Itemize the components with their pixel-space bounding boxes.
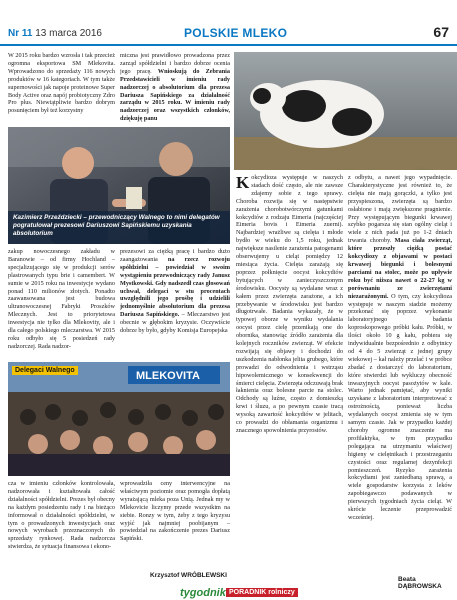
page-footer	[0, 586, 457, 600]
photo-illustration	[8, 362, 230, 476]
brand-tygodnik: tygodnik	[180, 587, 226, 599]
header-rule	[0, 44, 457, 46]
right-col1	[236, 174, 343, 579]
photo2-label: Delegaci Walnego	[12, 366, 78, 375]
col4-text-a: z odbytu, a nawet jego wypadnięcie. Charakterystyczne jest również to, że cielęta nie mają gorączki, a tylko jest przyspieszona, zwierzęta są bardzo osłabione i mają zwiększone pragnienie. Przy występującym biegunki krwawej szybko pogarsza się stan ogólny cieląt i wiele z nich pada już po 1-2 dniach trwania choroby.	[348, 174, 452, 245]
mid-top-bold: Wnioskują do Zebrania Przedstawicieli w imieniu rady nadzorczej o absolutorium dla prezesa Dariusza Sapińskiego za działalność zarządu w 2015 roku. W imieniu rady nadzorczej oraz wszystkich członków, dziękuję panu	[120, 67, 230, 123]
left-bottom-col2: wprowadziła ceny interwencyjne na właściwym poziomie oraz pomogła dopłatą wyrażającą mleka poza Unią. Jednak my w Mlekovicie liczymy przede wszystkim na siebie. Ronzy w tym, żeby z tego kryzysu wyjść jak najmniej poobijanym – powiedział na zakończenie prezes Dariusz Sapiński.	[120, 480, 230, 543]
col4-text-c: O tym, czy kokcydioza występuje w naszym stadzie możemy przekonać się poprzez wykonanie laboratoryjnego badania koproskopowego próbki kału. Próbki, w ilości około 10 g kału, pobiera się indywidualnie bezpośrednio z odbytnicy od 4 do 5 zwierząt z jednej grupy wiekowej – kał należy przelać i w próbce zbadać z dostarczyć do laboratorium, które stwierdzi lub wykluczy obecność inwazyjnych oocyst pasożytów w kale. Warto jednak pamiętać, aby wyniki uzyskane z laboratorium interpretować z ostrożnością, ponieważ liczba wydalanych oocyst zmienia się w tym samym czasie. Jak w przypadku każdej choroby ogromne znaczenie ma profilaktyka, w tym przypadku polegająca na utrzymaniu właściwej higieny w cielętnikach i przestrzeganiu czystości oraz regularnej dezynfekcji pomieszczeń. Ryzyko zarażenia kokcydiami jest zaniedbaną sprawą, a wiele gospodarstw korzysta z leków zapobiegawczo podawanych w pierwszych tygodniach życia cieląt. W skrócie leczenie przeprowadzić wcześniej.	[348, 292, 452, 521]
left-top-col1: W 2015 roku bardzo wzrosła i tak przecież ogromna eksportowa SM Mlekovita. Wprowadzono do sprzedaży 116 nowych produktów w 16 kategoriach. W tym także supernowości jak napoje proteinowe Super Body Active oraz napój probiotyczny Zdro Pro plus. Niewiątpliwie bardzo dobrym posunięciem był też korzystny	[8, 52, 115, 115]
svg-text:MLEKOVITA: MLEKOVITA	[136, 370, 200, 382]
col2-mid-bold: na rzecz rozwoju spółdzielni – powiedział w swoim wystąpieniu przewodniczący rady Janusz Mystkowski. Gdy nadszedł czas głosowań uchwał, delegaci w stu procentach uwzględnili jego prośbę i udzielili jednomyślnie absolutorium dla prezesa Dariusza Sapińskiego.	[120, 255, 230, 319]
author-left: Krzysztof WRÓBLEWSKI	[150, 572, 227, 579]
issue-date: 13 marca 2016	[35, 28, 102, 39]
photo-delegates	[8, 362, 230, 476]
photo-illustration	[234, 52, 457, 170]
photo-calf	[234, 52, 457, 170]
brand-poradnik: PORADNIK rolniczy	[226, 588, 298, 597]
issue-info	[8, 28, 102, 39]
col2-mid-rest: – Mleczarstwo jest obecnie w głębokim kryzysie. Oczywiście dobrze by było, gdyby Komisja Europejska	[120, 311, 230, 335]
drop-cap: K	[236, 174, 250, 192]
left-bottom-col1: cza w imieniu członków kontrolowała, nadzorowała i kształtowała całość działalności spółdzielni. Prezes był obecny na każdym posiedzeniu rady i na bieżąco informował o działalności spółdzielni, w tym o prowadzonych inwestycjach oraz nowych wyrobach przeznaczonych do sprzedaży rynkowej. Rada nadzorcza stwierdza, że sytuacja finansowa i ekono-	[8, 480, 115, 551]
left-mid-col2	[120, 248, 230, 358]
photo-award-handshake	[8, 127, 230, 244]
left-top-col2	[120, 52, 230, 124]
col4-text-b: Masa ciała zwierząt, które przeszły ciężką postać kokcydiozy z objawami w postaci krwawej biegunki i bolesnymi parciami na stolec, może po upływie roku być niższa nawet o 22-27 kg w porównaniu ze zwierzętami niezarażonymi.	[348, 237, 452, 300]
right-col2	[348, 174, 452, 574]
mid-top-plain: miczna jest prawidłowo prowadzona przez zarząd spółdzielni i bardzo dobrze ocenia jego pracę.	[120, 52, 230, 75]
issue-number: Nr 11	[8, 28, 33, 39]
section-title: POLSKIE MLEKO	[184, 26, 288, 40]
left-mid-col1: zakup nowoczesnego zakładu w Baranowie – od firmy Hochland – specjalizującego się w produkcji serów plastrowanych typu brie i camembert. W sumie w 2015 roku na inwestycje wydano ponad 110 milionów złotych. Ponadto zaawansowana jest budowa ultranowoczesnej Fabryki Proszków Mlecznych. Jest to priorytetowa inwestycja nie tylko dla Mlekovity, ale i dla całego polskiego mleczarstwa. W 2015 roku odbyło się 5 posiedzeń rady nadzorczej. Rada nadzor-	[8, 248, 115, 350]
col2-mid-plain: prezesowi za ciężką pracę i bardzo dużo zaangażowania	[120, 248, 230, 263]
page-number: 67	[433, 24, 449, 40]
author-right: Beata DĄBROWSKA	[398, 576, 442, 590]
page-header	[0, 0, 457, 46]
photo1-caption: Kazimierz Przeździecki – przewodniczący Walnego to nimi delegatów pogratulował prezesowi Dariuszowi Sapińskiemu uzyskania absolutorium	[8, 211, 230, 244]
right-col1-text: okcydioza występuje w naszych stadach dość często, ale nie zawsze zdajemy sobie z tego sprawy. Choroba rozwija się w następstwie zarażenia chorobotwórczymi gatunkami kokcydiów z rodzaju Eimeria (najczęściej Eimeria bovis i Eimeria zuerni). Najbardziej wrażliwe są cielęta i młode bydło w wieku do 1,5 roku, jednak największe nasilenie zarażenia patogenami obserwujemy u cieląt pomiędzy 12 miesiąca życia. Cielęta zarażają się poprzez połknięcie oocyst kokcydiów bytujących w zanieczyszczonym środowisku. Oocysty są wydalane wraz z kałem przez zwierzęta zarażone, a ich przebywanie w środowisku jest bardzo długotrwałe. Badania wykazały, że w typowej oborze w wyniku wydalania oocyst przez cielę przenikają one do obornika, stanowiąc źródło zarażenia dla kolejnych roczników zwierząt. W efekcie rozwijają się objawy i dochodzi do uszkodzenia nabłonka jelita grubego, które prowadzi do odwodnienia i wstrząsu hipowolemicznego w konsekwencji do śmierci cielęcia. Zwierzęta odczuwają brak łaknienia oraz bolesne parcie na stolec. Odchody są luźne, często z domieszką krwi i śluzu, a po pewnym czasie tracą wysoką zawartość kokcydiów w jelitach, co prowadzi do obłamania organizmu i znacznego spowolnienia przyrostów.	[236, 174, 343, 434]
